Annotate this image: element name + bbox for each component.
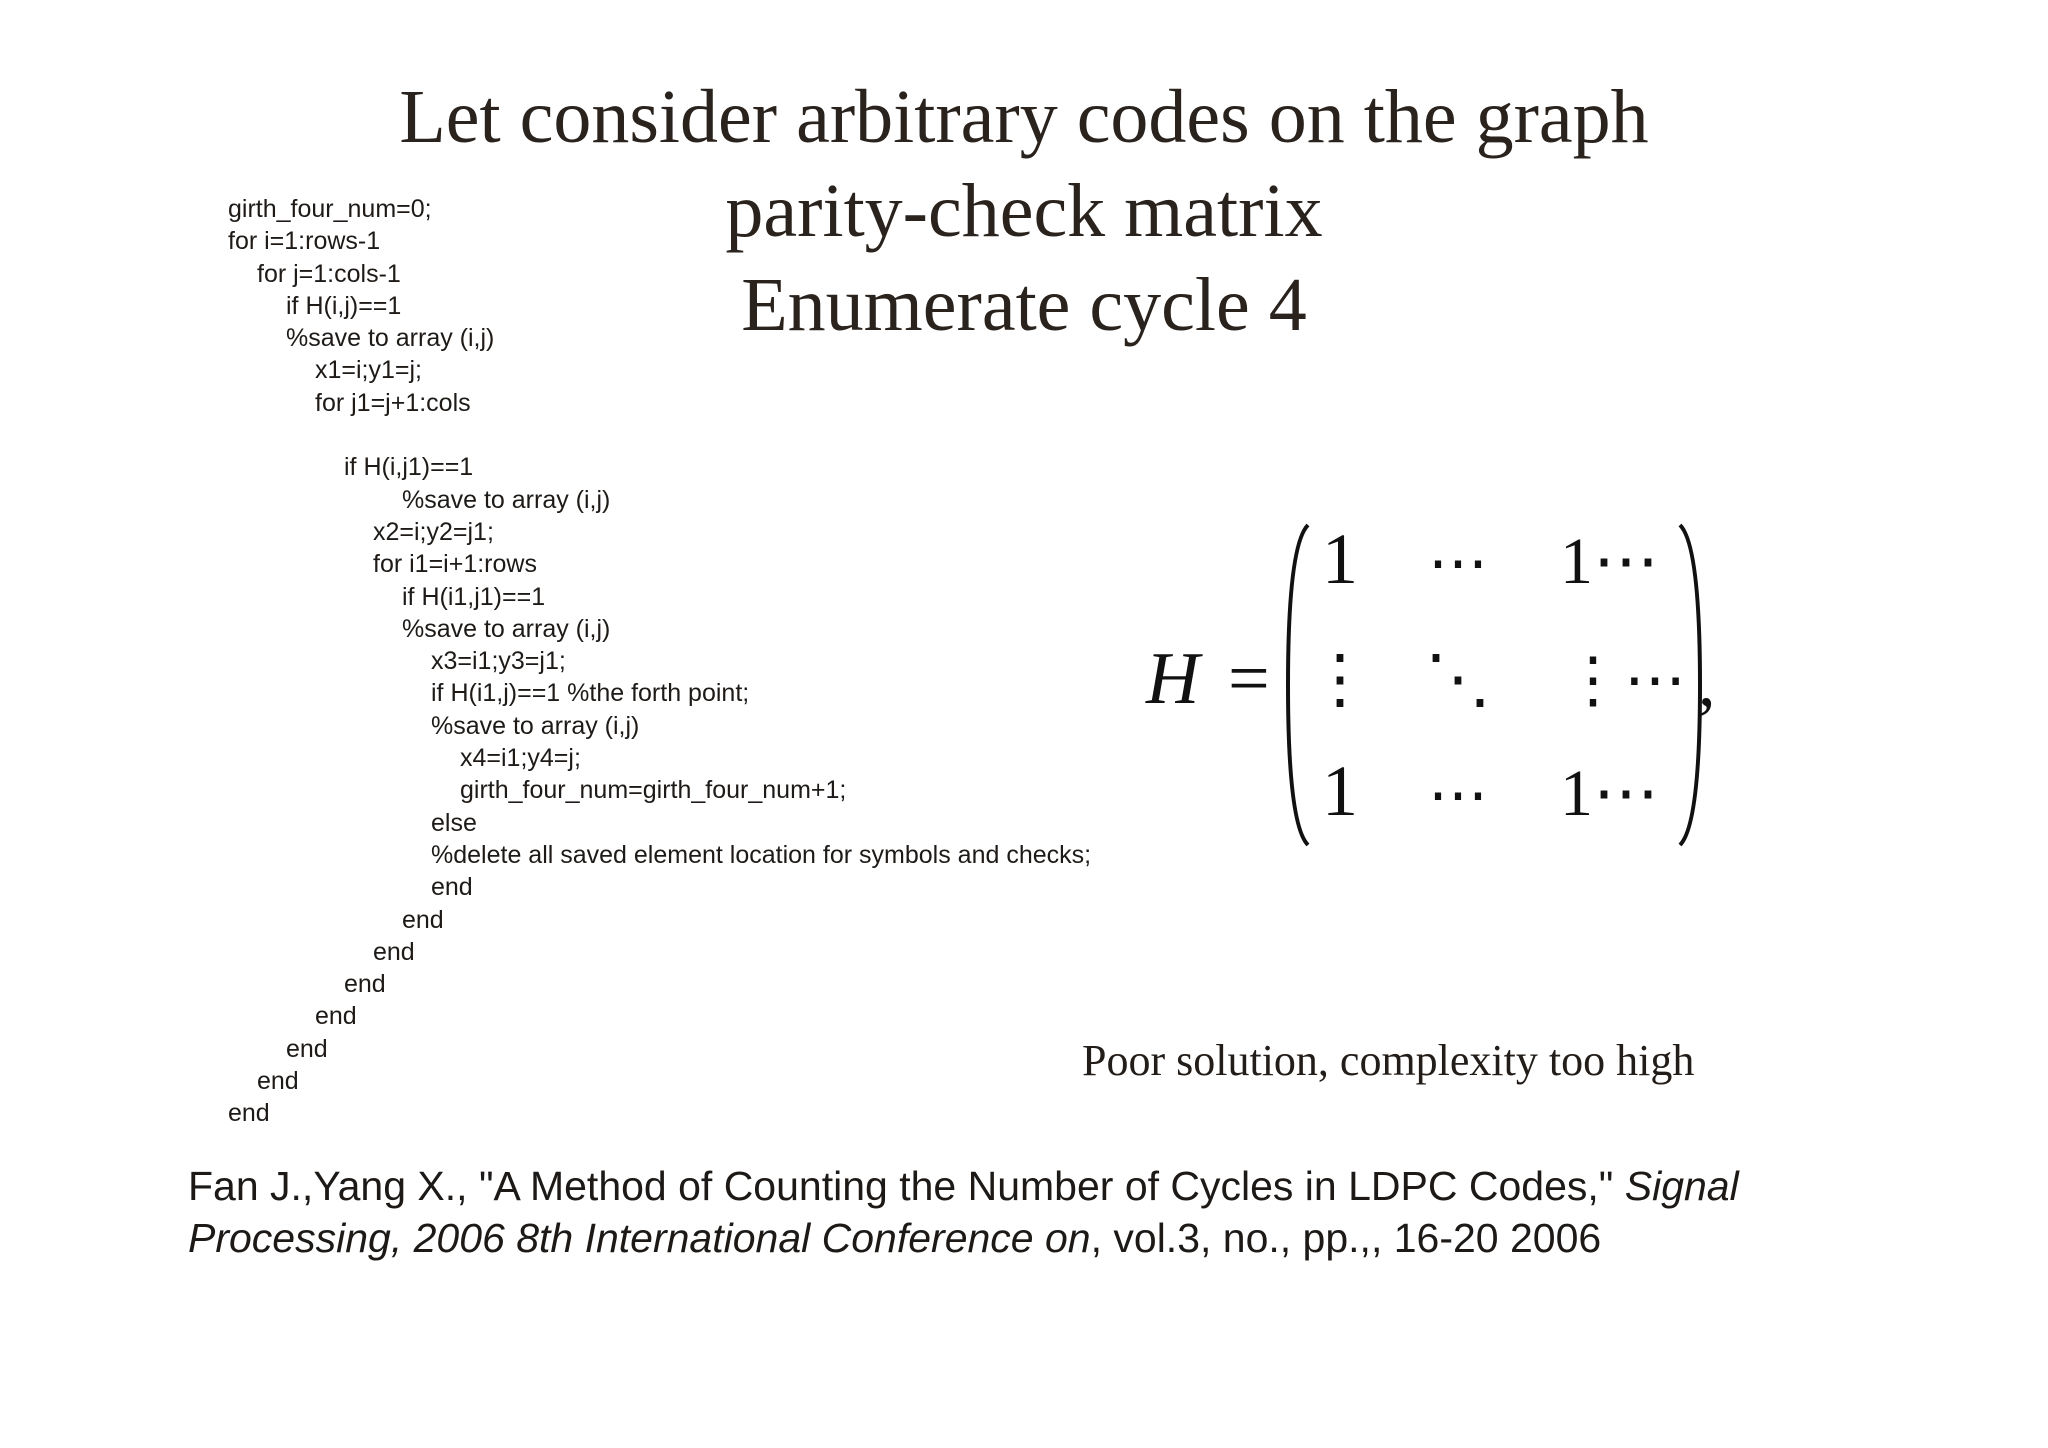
matrix-equals: = xyxy=(1228,638,1270,720)
parity-check-matrix xyxy=(1140,505,1740,865)
code-line: for j=1:cols-1 xyxy=(257,259,401,288)
code-line: if H(i1,j1)==1 xyxy=(402,582,546,611)
matrix-figure xyxy=(1140,505,1740,865)
code-line xyxy=(228,419,1091,451)
code-line: %save to array (i,j) xyxy=(402,614,611,643)
code-line: girth_four_num=girth_four_num+1; xyxy=(460,776,847,805)
code-line: x2=i;y2=j1; xyxy=(373,517,494,546)
matrix-trailing-comma: , xyxy=(1698,644,1716,721)
reference-authors-title: Fan J.,Yang X., "A Method of Counting the Number of Cycles in LDPC Codes," xyxy=(188,1163,1614,1209)
matrix-cells xyxy=(1307,519,1686,831)
cell-r2-c1: ⋮ xyxy=(1307,643,1373,716)
code-line: %save to array (i,j) xyxy=(286,324,495,353)
title-line-2: parity-check matrix xyxy=(725,169,1323,253)
title-line-1: Let consider arbitrary codes on the graph xyxy=(399,75,1649,159)
complexity-note: Poor solution, complexity too high xyxy=(1082,1036,1695,1085)
code-line: for i=1:rows-1 xyxy=(228,227,381,256)
cell-r2-c2: ⋱ xyxy=(1425,643,1491,716)
left-parenthesis xyxy=(1288,525,1308,845)
reference-venue: Signal Processing, 2006 8th International Conference on xyxy=(188,1163,1739,1261)
code-line: girth_four_num=0; xyxy=(228,195,432,223)
matrix-lhs: H xyxy=(1146,638,1200,720)
cell-r3-c3: 1⋯ xyxy=(1560,757,1659,830)
cell-r1-c3: 1⋯ xyxy=(1560,525,1659,598)
code-line: %save to array (i,j) xyxy=(402,485,611,514)
code-line: x4=i1;y4=j; xyxy=(460,744,581,773)
code-line: else xyxy=(431,808,477,837)
code-line: end xyxy=(257,1067,299,1096)
cell-r1-c1: 1 xyxy=(1322,519,1358,599)
code-listing xyxy=(228,193,1091,1130)
code-line: end xyxy=(344,970,386,999)
code-line: if H(i,j1)==1 xyxy=(344,453,474,482)
reference-details: , vol.3, no., pp.,, 16-20 2006 xyxy=(1090,1215,1602,1261)
code-line: end xyxy=(373,937,415,966)
code-line: %save to array (i,j) xyxy=(431,711,640,740)
code-line: if H(i1,j)==1 %the forth point; xyxy=(431,679,750,708)
code-line: x3=i1;y3=j1; xyxy=(431,647,566,676)
code-line: for i1=i+1:rows xyxy=(373,550,537,579)
code-line: end xyxy=(431,873,473,902)
code-line: for j1=j+1:cols xyxy=(315,388,471,417)
code-line: end xyxy=(315,1002,357,1031)
code-line: end xyxy=(402,905,444,934)
cell-r1-c2: ⋯ xyxy=(1428,530,1488,596)
code-line: %delete all saved element location for symbols and checks; xyxy=(431,840,1092,869)
cell-r3-c2: ⋯ xyxy=(1428,762,1488,828)
code-line: end xyxy=(228,1099,270,1128)
cell-r3-c1: 1 xyxy=(1322,751,1358,831)
code-line: end xyxy=(286,1034,328,1063)
reference-citation xyxy=(188,1160,1908,1264)
code-line: x1=i;y1=j; xyxy=(315,356,423,385)
title-line-3: Enumerate cycle 4 xyxy=(741,263,1307,347)
code-line: if H(i,j)==1 xyxy=(286,291,402,320)
cell-r2-c3: ⋮⋯ xyxy=(1562,647,1686,715)
